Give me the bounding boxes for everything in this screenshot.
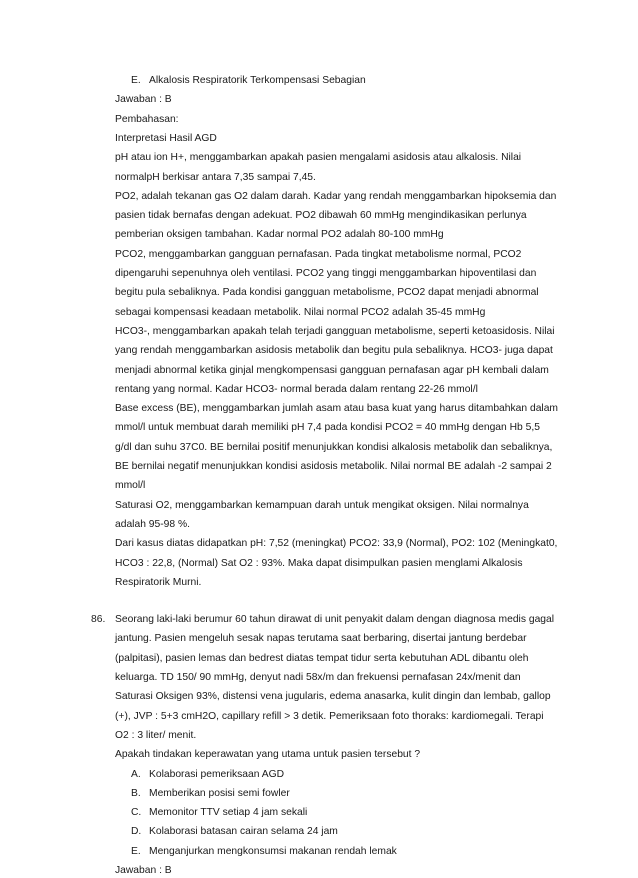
text-line: BE bernilai negatif menunjukkan kondisi asidosis metabolik. Nilai normal BE adalah -2 sampai 2 xyxy=(115,461,552,472)
text-line: pasien tidak bernafas dengan adekuat. PO2 dibawah 60 mmHg mengindikasikan perlunya xyxy=(115,210,527,222)
text-line: menjadi abnormal ketika ginjal mengkompensasi gangguan pernafasan agar pH kembali dalam xyxy=(115,364,549,376)
question-number: 86. xyxy=(91,614,106,626)
explanation-heading: Pembahasan: xyxy=(115,113,179,125)
text-line: rentang yang normal. Kadar HCO3- normal berada dalam rentang 22-26 mmol/l xyxy=(115,383,478,395)
text-line: Saturasi O2, menggambarkan kemampuan darah untuk mengikat oksigen. Nilai normalnya xyxy=(115,499,529,511)
option-d-text: Kolaborasi batasan cairan selama 24 jam xyxy=(149,826,338,838)
text-line: HCO3 : 22,8, (Normal) Sat O2 : 93%. Maka dapat disimpulkan pasien menglami Alkalosis xyxy=(115,557,523,569)
option-letter: C. xyxy=(131,807,142,819)
text-line: PCO2, menggambarkan gangguan pernafasan. Pada tingkat metabolisme normal, PCO2 xyxy=(115,248,522,260)
option-letter: D. xyxy=(131,826,142,838)
option-b-text: Memberikan posisi semi fowler xyxy=(149,787,290,799)
text-line: mmol/l xyxy=(115,480,146,492)
text-line: HCO3-, menggambarkan apakah telah terjadi gangguan metabolisme, seperti ketoasidosis. Nilai xyxy=(115,325,555,337)
text-line: pemberian oksigen tambahan. Kadar normal PO2 adalah 80-100 mmHg xyxy=(115,229,444,241)
option-c-text: Memonitor TTV setiap 4 jam sekali xyxy=(149,807,308,819)
text-line: normalpH berkisar antara 7,35 sampai 7,45. xyxy=(115,171,316,183)
text-line: pH atau ion H+, menggambarkan apakah pasien mengalami asidosis atau alkalosis. Nilai xyxy=(115,152,522,164)
text-line: adalah 95-98 %. xyxy=(115,518,190,530)
option-e-text: Menganjurkan mengkonsumsi makanan rendah lemak xyxy=(149,845,397,857)
question-line: O2 : 3 liter/ menit. xyxy=(115,729,197,741)
question-prompt: Apakah tindakan keperawatan yang utama untuk pasien tersebut ? xyxy=(115,749,421,761)
question-line: Seorang laki-laki berumur 60 tahun dirawat di unit penyakit dalam dengan diagnosa medis gagal xyxy=(115,614,555,626)
text-line: g/dl dan suhu 37C0. BE bernilai positif menunjukkan kondisi alkalosis metabolik dan sebaliknya, xyxy=(115,441,553,453)
text-line: begitu pula sebaliknya. Pada kondisi gangguan metabolisme, PCO2 dapat menjadi abnormal xyxy=(115,287,539,299)
answer-line: Jawaban : B xyxy=(115,865,172,876)
question-line: (+), JVP : 5+3 cmH2O, capillary refill > 3 detik. Pemeriksaan foto thoraks: kardiomegali. Terapi xyxy=(115,710,544,722)
question-line: jantung. Pasien mengeluh sesak napas terutama saat berbaring, disertai jantung berdebar xyxy=(115,633,527,645)
text-line: PO2, adalah tekanan gas O2 dalam darah. Kadar yang rendah menggambarkan hipoksemia dan xyxy=(115,190,557,202)
text-line: dipengaruhi sepenuhnya oleh ventilasi. PCO2 yang tinggi menggambarkan hipoventilasi dan xyxy=(115,268,537,279)
text-line: Respiratorik Murni. xyxy=(115,576,202,588)
option-letter: B. xyxy=(131,787,141,799)
option-text: Alkalosis Respiratorik Terkompensasi Sebagian xyxy=(149,75,366,86)
option-a-text: Kolaborasi pemeriksaan AGD xyxy=(149,768,285,780)
option-letter: E. xyxy=(131,845,141,857)
text-line: Interpretasi Hasil AGD xyxy=(115,132,217,144)
text-line: yang rendah menggambarkan asidosis metabolik dan begitu pula sebaliknya. HCO3- juga dapat xyxy=(115,345,553,357)
text-line: Base excess (BE), menggambarkan jumlah asam atau basa kuat yang harus ditambahkan dalam xyxy=(115,403,559,415)
answer-line: Jawaban : B xyxy=(115,94,172,106)
text-line: Dari kasus diatas didapatkan pH: 7,52 (meningkat) PCO2: 33,9 (Normal), PO2: 102 (Meningkat0, xyxy=(115,538,558,550)
question-line: keluarga. TD 150/ 90 mmHg, denyut nadi 58x/m dan frekuensi pernafasan 24x/menit dan xyxy=(115,672,521,683)
text-line: sebagai kompensasi keadaan metabolik. Nilai normal PCO2 adalah 35-45 mmHg xyxy=(115,306,486,318)
question-line: Saturasi Oksigen 93%, distensi vena jugularis, edema anasarka, kulit dingin dan lembab, gallop xyxy=(115,691,551,703)
question-line: (palpitasi), pasien lemas dan bedrest diatas tempat tidur serta kebutuhan ADL dibantu oleh xyxy=(115,652,529,664)
option-letter: E. xyxy=(131,75,141,86)
option-letter: A. xyxy=(131,768,141,780)
text-line: mmol/l untuk membuat darah memiliki pH 7,4 pada kondisi PCO2 = 40 mmHg dengan Hb 5,5 xyxy=(115,422,540,434)
